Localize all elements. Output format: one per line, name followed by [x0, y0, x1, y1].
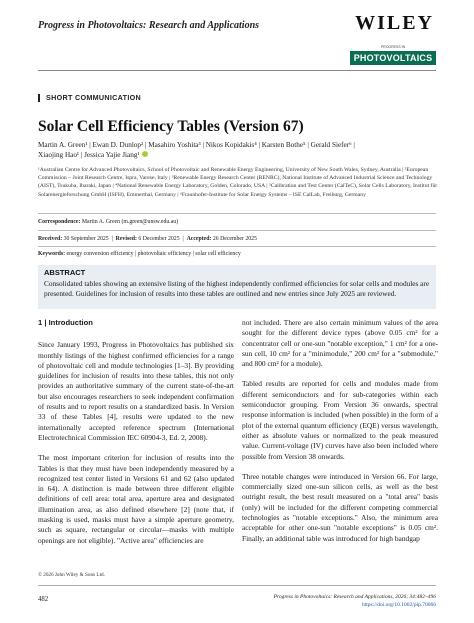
- author-line-2[interactable]: Xiaojing Hao¹ | Jessica Yajie Jiang¹: [38, 150, 438, 160]
- journal-logo[interactable]: PHOTOVOLTAICS: [350, 51, 436, 65]
- paragraph: not included. There are also certain minimum values of the area sought for the different device types (above 0.05 cm² for a concentrator cell or one-sun "notable exception," 1 cm² for a one-sun cell, 10 cm² for a "minimodule," 200 cm² for a "submodule," and 800 cm² for a module).: [242, 318, 438, 369]
- correspondence: Correspondence: Martin A. Green (m.green@unsw.edu.au): [38, 219, 179, 225]
- dates: Received: 30 September 2025 | Revised: 6 December 2025 | Accepted: 26 December 2025: [38, 236, 257, 242]
- publisher-logo[interactable]: WILEY: [355, 12, 434, 34]
- abstract-text: Consolidated tables showing an extensive listing of the highest independently confirmed efficiencies for solar cells and modules are presented. Guidelines for inclusion of results into these tables are outlined and new entries since July 2025 are reviewed.: [44, 279, 430, 298]
- keywords: Keywords: energy conversion efficiency | photovoltaic efficiency | solar cell efficiency: [38, 251, 241, 257]
- paragraph: Three notable changes were introduced in Version 66. For large, commercially sized one-sun silicon cells, as well as the best outright result, the best result measured on a "total area" basis (only) will be included for the different competing commercial technologies as "notable exceptions." Also, the minimum area acceptable for other one-sun "notable exceptions" is 0.05 cm². Finally, an additional table was introduced for high bandgap: [242, 471, 438, 543]
- page-number: 482: [38, 596, 49, 603]
- author-line-1[interactable]: Martin A. Green¹ | Ewan D. Dunlop² | Masahiro Yoshita³ | Nikos Kopidakis⁴ | Karsten Bothe⁵ | Gerald Siefer⁶ |: [38, 141, 355, 149]
- paragraph: Tabled results are reported for cells and modules made from different semiconductors and for sub-categories within each semiconductor grouping. From Version 36 onwards, spectral response information is included (when possible) in the form of a plot of the external quantum efficiency (EQE) versus wavelength, either as absolute values or normalized to the peak measured value. Current-voltage (IV) curves have also been included where possible from Version 38 onwards.: [242, 379, 438, 461]
- abstract-box: [38, 265, 436, 309]
- divider: [38, 246, 436, 247]
- doi-link[interactable]: https://doi.org/10.1002/pip.70066: [361, 602, 436, 608]
- footer-divider: [38, 585, 436, 586]
- affiliations: ¹Australian Centre for Advanced Photovoltaics, School of Photovoltaic and Renewable Energy Engineering, University of New South Wales, Sydney, Australia | ²European Commission – Joint Research Centre, Ispra, Varese, Italy | ³Renewable Energy Research Center (RENRC), National Institute of Advanced Industrial Science and Technology (AIST), Tsukuba, Ibaraki, Japan | ⁴National Renewable Energy Laboratory, Golden, Colorado, USA | ⁵Calibration and Test Center (CalTeC), Solar Cells Laboratory, Institut für Solarenergieforschung GmbH (ISFH), Emmerthal, Germany | ⁶Fraunhofer-Institute for Solar Energy Systems – ISE CalLab, Freiburg, Germany: [38, 167, 438, 198]
- journal-logo-caption: PROGRESS IN: [380, 45, 406, 49]
- abstract-heading: ABSTRACT: [44, 268, 86, 277]
- author-list: [38, 140, 438, 160]
- orcid-icon[interactable]: [142, 151, 148, 157]
- article-type-label: SHORT COMMUNICATION: [38, 94, 141, 102]
- paragraph: Since January 1993, Progress in Photovoltaics has published six monthly listings of the highest confirmed efficiencies for a range of photovoltaic cell and module technologies [1–3]. By providing guidelines for inclusion of results into these tables, this not only provides an authoritative summary of the current state-of-the-art but also encourages researchers to seek independent confirmation of results and to report results on a standardized basis. In Version 33 of these Tables [4], results were updated to the new internationally accepted reference spectrum (International Electrotechnical Commission IEC 60904-3, Ed. 2, 2008).: [38, 340, 234, 442]
- divider: [38, 213, 436, 214]
- divider: [38, 230, 436, 231]
- journal-title: Progress in Photovoltaics: Research and Applications: [38, 20, 260, 31]
- article-title: Solar Cell Efficiency Tables (Version 67): [38, 118, 304, 135]
- section-heading-introduction: 1 | Introduction: [38, 318, 93, 327]
- correspondence-email-link[interactable]: Martin A. Green (m.green@unsw.edu.au): [81, 219, 179, 225]
- body-right-column: [242, 318, 438, 554]
- copyright-notice: © 2026 John Wiley & Sons Ltd.: [38, 572, 105, 578]
- paragraph: The most important criterion for inclusion of results into the Tables is that they must have been independently measured by a recognized test center listed in Versions 61 and 62 (also updated in 64). A distinction is made between three different eligible definitions of cell area: total area, aperture area and designated illumination area, as also defined elsewhere [2] (note that, if masking is used, masks must have a simple aperture geometry, such as square, rectangular or circular—masks with multiple openings are not eligible). "Active area" efficiencies are: [38, 453, 234, 545]
- journal-citation: Progress in Photovoltaics: Research and Applications, 2026; 34:482–496: [273, 594, 436, 600]
- body-left-column: [38, 318, 234, 556]
- header-divider: [38, 70, 436, 71]
